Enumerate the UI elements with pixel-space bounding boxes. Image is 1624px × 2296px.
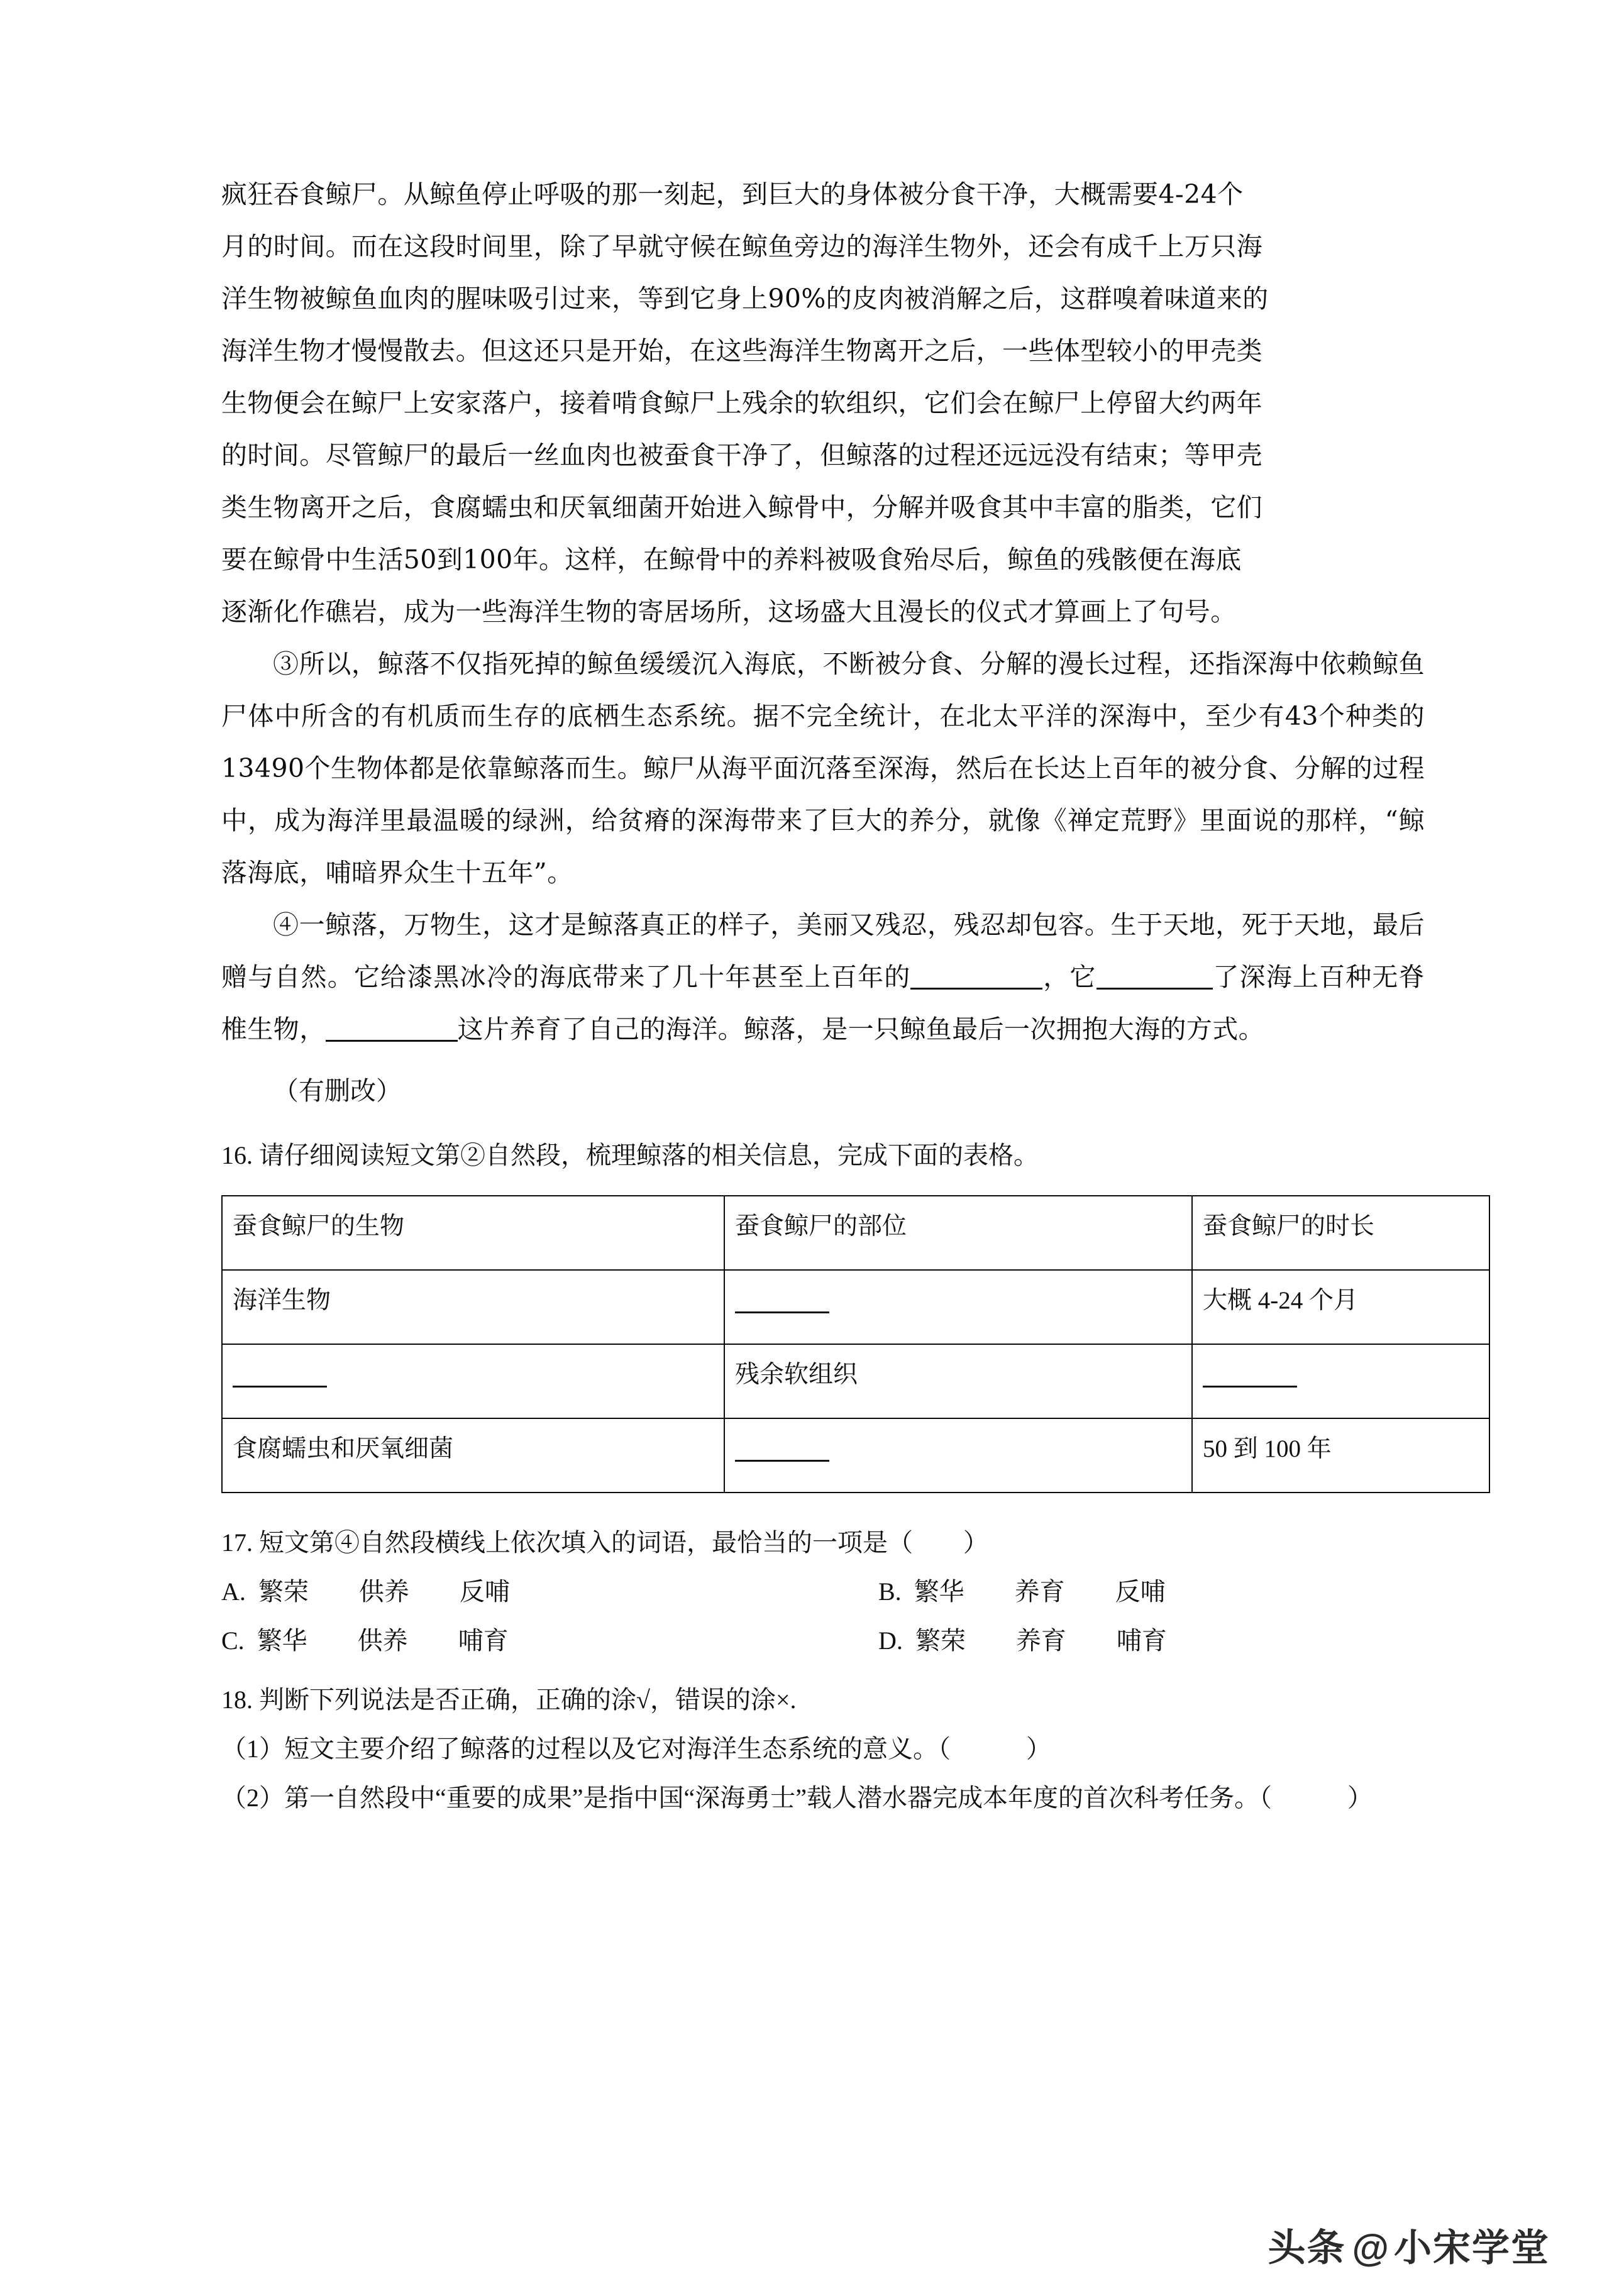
table-cell-part[interactable] (724, 1270, 1192, 1344)
option-c-label: C. (221, 1626, 245, 1655)
question-18 (221, 1675, 1425, 1725)
table-answer-blank[interactable] (735, 1460, 829, 1462)
question-17-text: 短文第④自然段横线上依次填入的词语，最恰当的一项是（ ） (259, 1528, 988, 1557)
table-header-cell: 蚕食鲸尸的部位 (724, 1196, 1192, 1270)
passage-line: 要在鲸骨中生活50到100年。这样，在鲸骨中的养料被吸食殆尽后，鲸鱼的残骸便在海底 (221, 544, 1242, 575)
option-b-text: 繁华 养育 反哺 (914, 1577, 1166, 1606)
option-b-label: B. (878, 1577, 902, 1606)
passage-line: 疯狂吞食鲸尸。从鲸鱼停止呼吸的那一刻起，到巨大的身体被分食干净，大概需要4-24个 (221, 179, 1244, 209)
passage-line: 类生物离开之后，食腐蠕虫和厌氧细菌开始进入鲸骨中，分解并吸食其中丰富的脂类，它们 (221, 492, 1262, 522)
question-16-number: 16. (221, 1141, 253, 1169)
whale-fall-info-table (221, 1195, 1490, 1493)
option-d-label: D. (878, 1626, 903, 1655)
question-18-number: 18. (221, 1686, 253, 1714)
table-cell-part[interactable] (724, 1418, 1192, 1493)
passage-line: 逐渐化作礁岩，成为一些海洋生物的寄居场所，这场盛大且漫长的仪式才算画上了句号。 (221, 597, 1237, 627)
passage-line: 生物便会在鲸尸上安家落户，接着啃食鲸尸上残余的软组织，它们会在鲸尸上停留大约两年 (221, 388, 1262, 418)
document-content (221, 168, 1425, 1823)
question-17-options (221, 1567, 1425, 1665)
table-cell-organism[interactable] (222, 1344, 724, 1418)
table-header-cell: 蚕食鲸尸的时长 (1192, 1196, 1489, 1270)
table-header-row (222, 1196, 1489, 1270)
passage-line: 的时间。尽管鲸尸的最后一丝血肉也被蚕食干净了，但鲸落的过程还远远没有结束；等甲壳 (221, 440, 1262, 470)
source-note: （有删改） (273, 1076, 402, 1106)
fill-blank-2[interactable] (1096, 988, 1213, 990)
question-18-item-1[interactable]: （1）短文主要介绍了鲸落的过程以及它对海洋生态系统的意义。（ ） (221, 1735, 1051, 1763)
table-answer-blank[interactable] (1203, 1386, 1297, 1388)
table-answer-blank[interactable] (233, 1386, 327, 1388)
question-16-text: 请仔细阅读短文第②自然段，梳理鲸落的相关信息，完成下面的表格。 (259, 1141, 1039, 1169)
fill-blank-1[interactable] (910, 988, 1042, 990)
watermark-account: 小宋学堂 (1394, 2227, 1550, 2269)
passage-line: 月的时间。而在这段时间里，除了早就守候在鲸鱼旁边的海洋生物外，还会有成千上万只海 (221, 231, 1262, 262)
paragraph4-text-b: ，它 (1042, 962, 1096, 992)
question-18-text: 判断下列说法是否正确，正确的涂√，错误的涂×. (259, 1686, 797, 1714)
fill-blank-3[interactable] (326, 1040, 458, 1042)
table-header-cell: 蚕食鲸尸的生物 (222, 1196, 724, 1270)
question-17-number: 17. (221, 1528, 253, 1557)
table-row (222, 1418, 1489, 1493)
watermark-brand: 头条 (1268, 2227, 1346, 2269)
option-a[interactable] (221, 1567, 823, 1616)
table-row (222, 1270, 1489, 1344)
paragraph4-text-c: 了深海上百种无脊椎生物， (221, 962, 1425, 1044)
table-cell-organism: 海洋生物 (222, 1270, 724, 1344)
option-a-text: 繁荣 供养 反哺 (258, 1577, 510, 1606)
passage-continued-paragraph (221, 168, 1425, 638)
passage-paragraph-3: ③所以，鲸落不仅指死掉的鲸鱼缓缓沉入海底，不断被分食、分解的漫长过程，还指深海中依赖鲸鱼尸体中所含的有机质而生存的底栖生态系统。据不完全统计，在北太平洋的深海中，至少有43个种类的13490个生物体都是依靠鲸落而生。鲸尸从海平面沉落至深海，然后在长达上百年的被分食、分解的过程中，成为海洋里最温暖的绿洲，给贫瘠的深海带来了巨大的养分，就像《禅定荒野》里面说的那样，“鲸落海底，哺暗界众生十五年”。 (221, 649, 1425, 888)
table-cell-duration: 大概 4-24 个月 (1192, 1270, 1489, 1344)
paragraph4-text-d: 这片养育了自己的海洋。鲸落，是一只鲸鱼最后一次拥抱大海的方式。 (457, 1014, 1265, 1044)
option-a-label: A. (221, 1577, 246, 1606)
passage-line: 海洋生物才慢慢散去。但这还只是开始，在这些海洋生物离开之后，一些体型较小的甲壳类 (221, 336, 1262, 366)
table-cell-duration[interactable] (1192, 1344, 1489, 1418)
passage-line: 洋生物被鲸鱼血肉的腥味吸引过来，等到它身上90%的皮肉被消解之后，这群嗅着味道来的 (221, 284, 1269, 314)
question-16 (221, 1131, 1425, 1180)
option-c-text: 繁华 供养 哺育 (257, 1626, 509, 1655)
option-b[interactable] (823, 1567, 1425, 1616)
option-c[interactable] (221, 1616, 823, 1665)
watermark-at-symbol: @ (1352, 2227, 1390, 2269)
watermark (1268, 2218, 1550, 2272)
question-18-item-2[interactable]: （2）第一自然段中“重要的成果”是指中国“深海勇士”载人潜水器完成本年度的首次科考任务。（ ） (221, 1784, 1373, 1812)
table-row (222, 1344, 1489, 1418)
option-d-text: 繁荣 养育 哺育 (915, 1626, 1167, 1655)
table-cell-organism: 食腐蠕虫和厌氧细菌 (222, 1418, 724, 1493)
question-17 (221, 1518, 1425, 1567)
paragraph4-text-a: ④一鲸落，万物生，这才是鲸落真正的样子，美丽又残忍，残忍却包容。生于天地，死于天地，最后赠与自然。它给漆黑冰冷的海底带来了几十年甚至上百年的 (221, 910, 1425, 992)
table-answer-blank[interactable] (735, 1311, 829, 1313)
option-d[interactable] (823, 1616, 1425, 1665)
passage-paragraph-4 (221, 899, 1425, 1056)
table-cell-duration: 50 到 100 年 (1192, 1418, 1489, 1493)
table-cell-part: 残余软组织 (724, 1344, 1192, 1418)
